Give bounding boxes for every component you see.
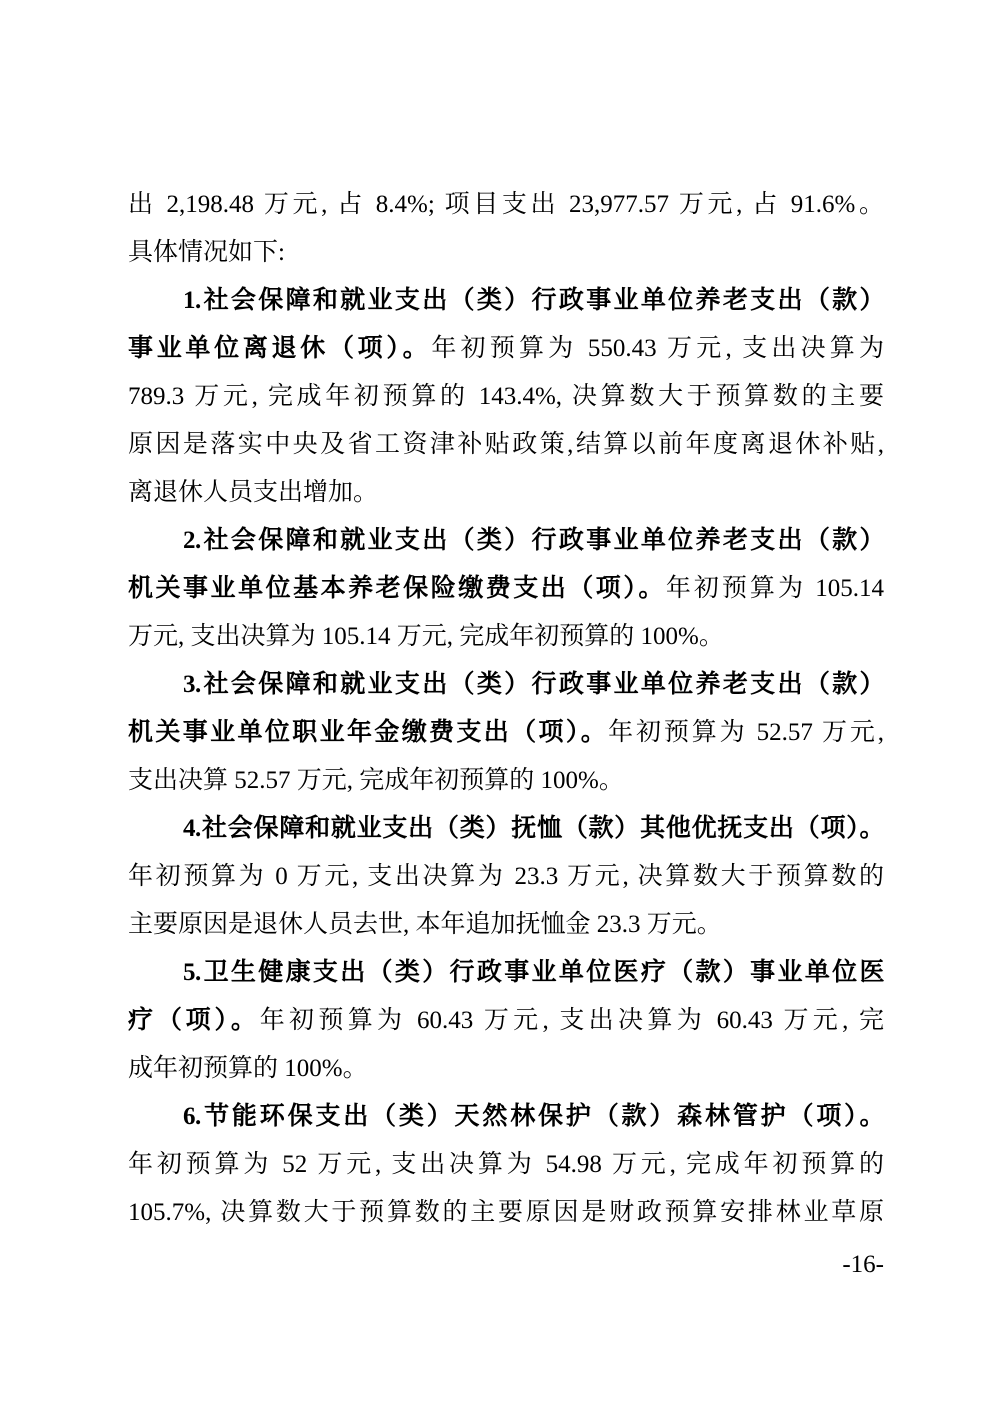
- body-text-run: 成年初预算的 100%。: [128, 1055, 368, 1082]
- body-text-run: 年初预算为 105.14: [665, 575, 884, 602]
- body-text-run: 原因是落实中央及省工资津补贴政策,结算以前年度离退休补贴,: [128, 431, 884, 458]
- body-text-run: 789.3 万元, 完成年初预算的 143.4%, 决算数大于预算数的主要: [128, 383, 884, 410]
- text-line: [128, 277, 884, 325]
- heading-text-run: 机关事业单位基本养老保险缴费支出（项）。: [128, 575, 666, 602]
- text-line: [128, 1141, 884, 1189]
- document-body: [128, 181, 884, 1237]
- body-text-run: 年初预算为 52 万元, 支出决算为 54.98 万元, 完成年初预算的: [128, 1151, 884, 1178]
- text-line: [128, 709, 884, 757]
- text-line: [128, 901, 884, 949]
- text-line: [128, 373, 884, 421]
- text-line: [128, 1093, 884, 1141]
- body-text-run: 年初预算为 0 万元, 支出决算为 23.3 万元, 决算数大于预算数的: [128, 863, 884, 890]
- body-text-run: 105.7%, 决算数大于预算数的主要原因是财政预算安排林业草原: [128, 1199, 884, 1226]
- body-text-run: 年初预算为 550.43 万元, 支出决算为: [431, 335, 884, 362]
- heading-text-run: 6.节能环保支出（类）天然林保护（款）森林管护（项）。: [183, 1103, 884, 1130]
- text-line: [128, 517, 884, 565]
- heading-text-run: 机关事业单位职业年金缴费支出（项）。: [128, 719, 609, 746]
- text-line: [128, 229, 884, 277]
- heading-text-run: 2.社会保障和就业支出（类）行政事业单位养老支出（款）: [183, 527, 884, 554]
- text-line: [128, 949, 884, 997]
- text-line: [128, 613, 884, 661]
- text-line: [128, 1045, 884, 1093]
- body-text-run: 支出决算 52.57 万元, 完成年初预算的 100%。: [128, 767, 624, 794]
- text-line: [128, 1189, 884, 1237]
- body-text-run: 具体情况如下:: [128, 239, 285, 266]
- heading-text-run: 3.社会保障和就业支出（类）行政事业单位养老支出（款）: [183, 671, 884, 698]
- text-line: [128, 469, 884, 517]
- heading-text-run: 1.社会保障和就业支出（类）行政事业单位养老支出（款）: [183, 287, 884, 314]
- body-text-run: 万元, 支出决算为 105.14 万元, 完成年初预算的 100%。: [128, 623, 724, 650]
- text-line: [128, 181, 884, 229]
- heading-text-run: 4.社会保障和就业支出（类）抚恤（款）其他优抚支出（项）。: [183, 815, 884, 842]
- body-text-run: 主要原因是退休人员去世, 本年追加抚恤金 23.3 万元。: [128, 911, 722, 938]
- body-text-run: 年初预算为 52.57 万元,: [608, 719, 884, 746]
- page-number: -16-: [842, 1251, 884, 1278]
- text-line: [128, 565, 884, 613]
- text-line: [128, 853, 884, 901]
- body-text-run: 年初预算为 60.43 万元, 支出决算为 60.43 万元, 完: [259, 1007, 884, 1034]
- heading-text-run: 疗（项）。: [128, 1007, 260, 1034]
- text-line: [128, 421, 884, 469]
- text-line: [128, 325, 884, 373]
- text-line: [128, 661, 884, 709]
- heading-text-run: 事业单位离退休（项）。: [128, 335, 432, 362]
- heading-text-run: 5.卫生健康支出（类）行政事业单位医疗（款）事业单位医: [183, 959, 884, 986]
- body-text-run: 出 2,198.48 万元, 占 8.4%; 项目支出 23,977.57 万元, 占 91.6%。: [128, 191, 884, 218]
- text-line: [128, 805, 884, 853]
- text-line: [128, 757, 884, 805]
- text-line: [128, 997, 884, 1045]
- body-text-run: 离退休人员支出增加。: [128, 479, 379, 506]
